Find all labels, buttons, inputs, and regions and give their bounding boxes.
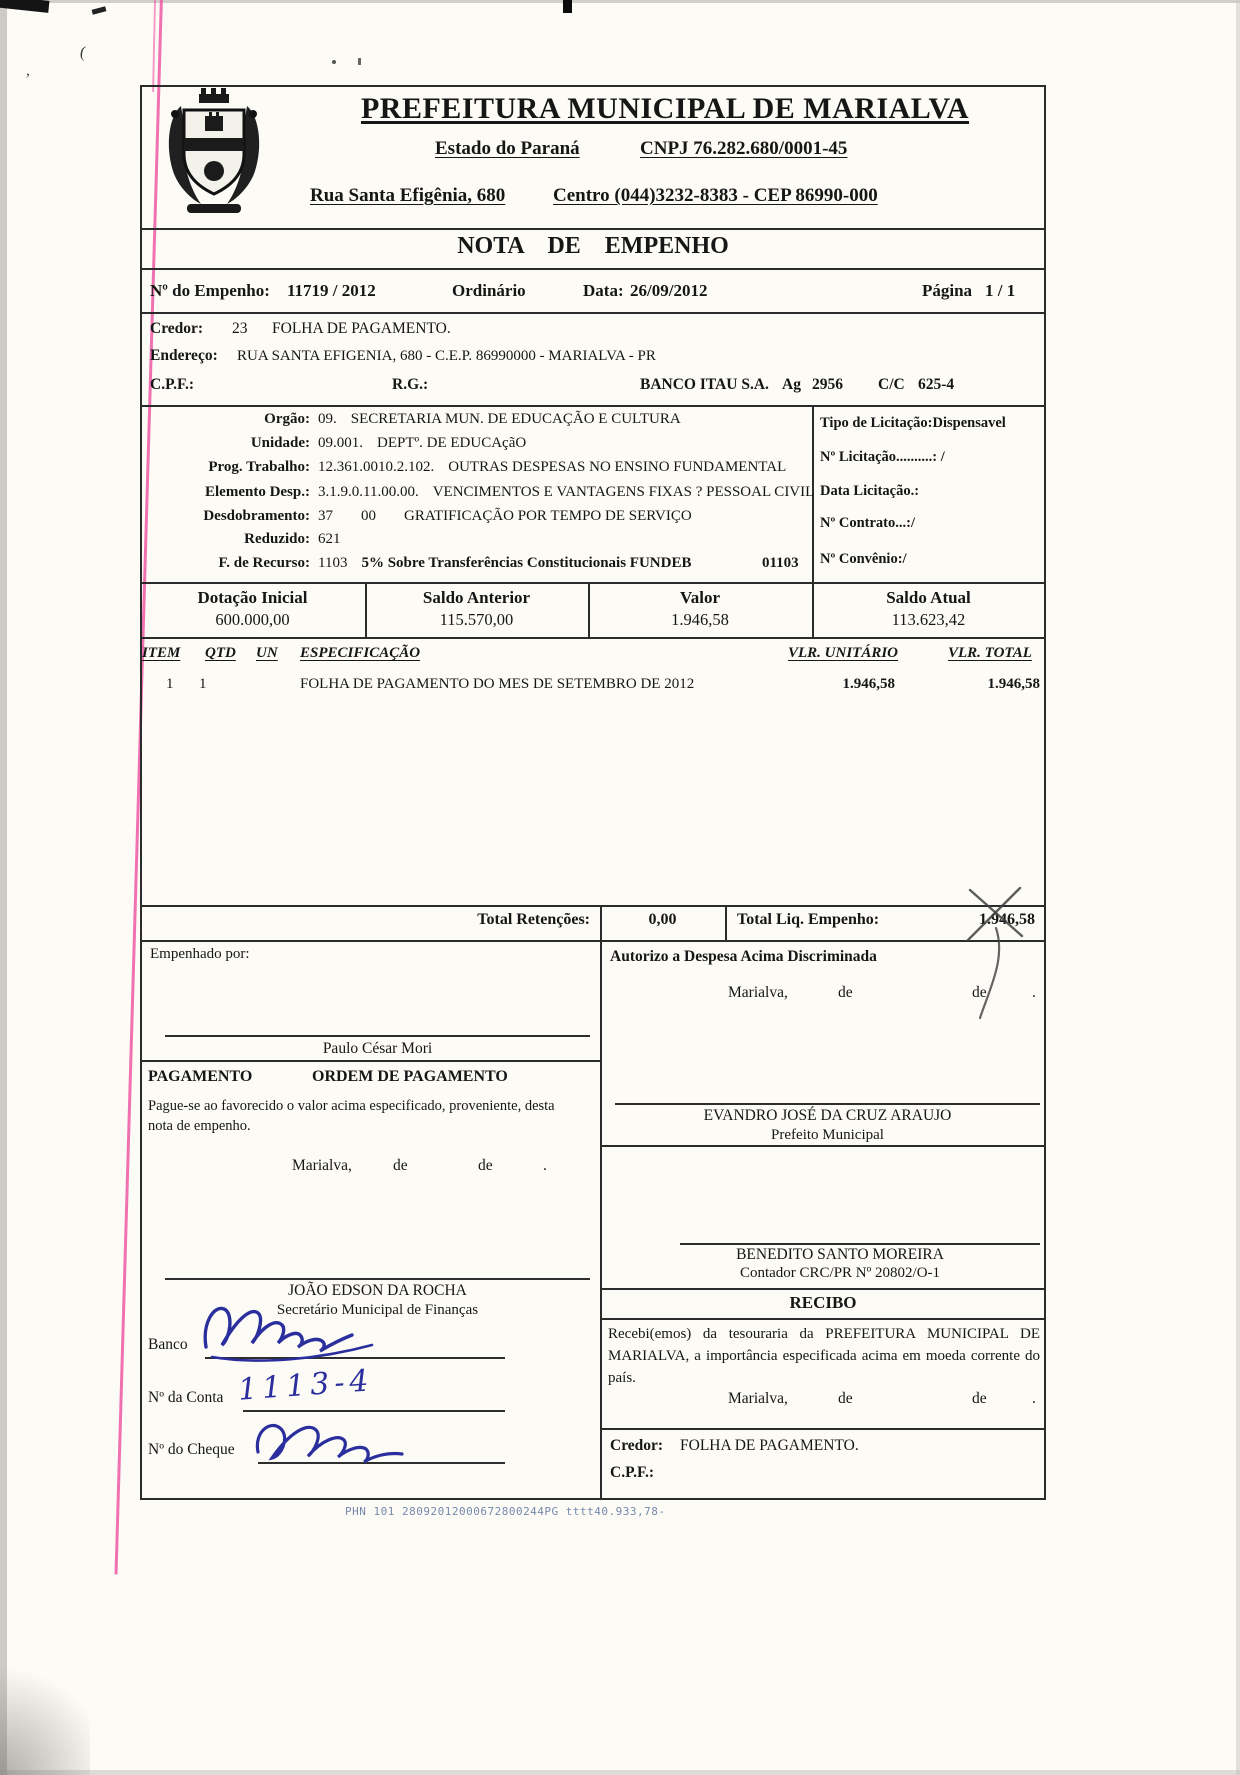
- recibo-cpf-label: C.P.F.:: [610, 1464, 655, 1481]
- totals-bottom-border: [140, 637, 1046, 639]
- reduzido-code: 621: [318, 531, 341, 547]
- page-label: Página: [922, 281, 973, 300]
- scan-ink-mark: [92, 6, 107, 14]
- title-bottom-border: [140, 268, 1046, 270]
- retencoes-divider-2: [725, 905, 727, 940]
- elemento-label: Elemento Desp.:: [205, 484, 310, 500]
- date-value: 26/09/2012: [630, 281, 708, 300]
- dateline-left-de2: de: [478, 1157, 493, 1174]
- orgao-code: 09.: [318, 411, 337, 427]
- items-header-un: UN: [256, 645, 278, 661]
- desdobramento-code2: 00: [361, 508, 376, 524]
- items-header-especificacao: ESPECIFICAÇÃO: [300, 645, 421, 661]
- dateline-autorizo-de2: de: [972, 984, 987, 1001]
- conta-handwriting: 1113-4: [236, 1363, 375, 1408]
- scan-edge-right: [1236, 0, 1240, 1775]
- cheque-handwriting: [250, 1412, 415, 1470]
- recurso-desc: 5% Sobre Transferências Constitucionais FUNDEB: [361, 555, 692, 571]
- pague-se-text: Pague-se ao favorecido o valor acima especificado, proveniente, desta nota de empenho.: [148, 1098, 555, 1135]
- budget-row-prog-trabalho: [145, 459, 805, 476]
- elemento-code: 3.1.9.0.11.00.00.: [318, 484, 419, 500]
- form-border-left: [140, 85, 142, 1500]
- prog-trabalho-label: Prog. Trabalho:: [208, 459, 310, 475]
- dateline-recibo-dot: .: [1032, 1390, 1036, 1407]
- cpf-label: C.P.F.:: [150, 376, 195, 393]
- pencil-x-mark: [950, 878, 1050, 1028]
- saldo-anterior-value: 115.570,00: [439, 610, 514, 629]
- banco-label: Banco: [148, 1336, 188, 1353]
- recibo-credor-label: Credor:: [610, 1437, 664, 1454]
- org-cnpj: CNPJ 76.282.680/0001-45: [640, 138, 848, 159]
- items-header-item: ITEM: [142, 645, 181, 661]
- prog-trabalho-code: 12.361.0010.2.102.: [318, 459, 435, 475]
- valor-value: 1.946,58: [671, 610, 729, 629]
- recibo-credor-value: FOLHA DE PAGAMENTO.: [680, 1437, 859, 1454]
- banco-handwriting: [200, 1295, 385, 1367]
- orgao-label: Orgão:: [264, 411, 310, 427]
- footer-dotmatrix-print: PHN 101 28092012000672800244PG tttt40.933,78-: [345, 1505, 666, 1518]
- evandro-signature-line: [615, 1103, 1040, 1105]
- scan-ink-smudge-topleft: [0, 0, 49, 13]
- credor-bottom-border: [140, 405, 1046, 407]
- scan-dot-mark: ,: [26, 62, 30, 79]
- licitacao-tipo: Tipo de Licitação:Dispensavel: [820, 415, 1006, 431]
- reduzido-label: Reduzido:: [244, 531, 310, 547]
- date-label: Data:: [583, 281, 624, 300]
- dateline-autorizo-de1: de: [838, 984, 853, 1001]
- cc-label: C/C: [878, 376, 905, 393]
- item-row-number: 1: [166, 676, 174, 692]
- org-street: Rua Santa Efigênia, 680: [310, 185, 506, 206]
- saldo-atual-value: 113.623,42: [891, 610, 966, 629]
- dateline-recibo-city: Marialva,: [728, 1390, 788, 1407]
- evandro-title: Prefeito Municipal: [771, 1127, 884, 1143]
- municipal-coat-of-arms: [163, 86, 265, 218]
- saldo-atual-label: Saldo Atual: [886, 588, 971, 607]
- recurso-code: 1103: [318, 555, 348, 571]
- recibo-title: RECIBO: [789, 1293, 857, 1312]
- scan-edge-bottom: [0, 1770, 1240, 1775]
- scan-edge-top: [0, 0, 1240, 3]
- licitacao-contrato: Nº Contrato...:/: [820, 515, 915, 531]
- autorizo-label: Autorizo a Despesa Acima Discriminada: [610, 948, 877, 965]
- recibo-text: Recebi(emos) da tesouraria da PREFEITURA MUNICIPAL DE MARIALVA, a importância especificada acima em moeda corrente do país.: [608, 1326, 1040, 1386]
- empenho-row-border: [140, 312, 1046, 314]
- endereco-value: RUA SANTA EFIGENIA, 680 - C.E.P. 86990000 - MARIALVA - PR: [237, 348, 656, 364]
- paulo-cesar-mori-name: Paulo César Mori: [322, 1040, 433, 1057]
- budget-row-recurso: [145, 555, 805, 572]
- item-row-vlr-unitario: 1.946,58: [842, 676, 895, 692]
- recurso-label: F. de Recurso:: [218, 555, 310, 571]
- benedito-title: Contador CRC/PR Nº 20802/O-1: [739, 1265, 941, 1281]
- desdobramento-desc: GRATIFICAÇÃO POR TEMPO DE SERVIÇO: [404, 508, 692, 524]
- budget-row-elemento: [145, 484, 815, 501]
- prog-trabalho-desc: OUTRAS DESPESAS NO ENSINO FUNDAMENTAL: [448, 459, 787, 475]
- dateline-left-dot: .: [543, 1157, 547, 1174]
- bottom-column-divider: [600, 940, 602, 1500]
- item-row-qtd: 1: [199, 676, 207, 692]
- liq-empenho-value: 1.946,58: [979, 911, 1035, 928]
- liq-empenho-label: Total Liq. Empenho:: [737, 911, 880, 928]
- evandro-name: EVANDRO JOSÉ DA CRUZ ARAUJO: [703, 1107, 952, 1124]
- scan-ink-tick-top: [563, 0, 572, 13]
- endereco-label: Endereço:: [150, 347, 218, 364]
- org-district-phone: Centro (044)3232-8383 - CEP 86990-000: [553, 185, 878, 206]
- form-border-top: [140, 85, 1046, 87]
- org-name: PREFEITURA MUNICIPAL DE MARIALVA: [360, 92, 970, 125]
- saldo-anterior-label: Saldo Anterior: [422, 588, 531, 607]
- valor-label: Valor: [680, 588, 720, 607]
- empenhado-signature-line: [165, 1035, 590, 1037]
- credor-label: Credor:: [150, 320, 204, 337]
- scan-speck-1: [332, 60, 336, 64]
- items-header-vlr-total: VLR. TOTAL: [948, 645, 1032, 661]
- empenhado-por-label: Empenhado por:: [150, 946, 250, 962]
- item-row-especificacao: FOLHA DE PAGAMENTO DO MES DE SETEMBRO DE 2012: [300, 676, 695, 692]
- retencoes-label: Total Retenções:: [477, 911, 590, 928]
- form-border-bottom: [140, 1498, 1046, 1500]
- item-row-vlr-total: 1.946,58: [987, 676, 1040, 692]
- banco-name: BANCO ITAU S.A.: [640, 376, 769, 393]
- orgao-desc: SECRETARIA MUN. DE EDUCAÇÃO E CULTURA: [350, 411, 681, 427]
- items-header-qtd: QTD: [205, 645, 236, 661]
- scan-corner-smudge: [0, 1650, 90, 1775]
- budget-row-desdobramento: [145, 508, 805, 525]
- unidade-desc: DEPTº. DE EDUCAçãO: [377, 435, 527, 451]
- org-state: Estado do Paraná: [435, 138, 580, 159]
- dateline-autorizo-dot: .: [1032, 984, 1036, 1001]
- conta-label: Nº da Conta: [148, 1389, 224, 1406]
- benedito-name: BENEDITO SANTO MOREIRA: [736, 1246, 944, 1263]
- cc-value: 625-4: [918, 376, 955, 393]
- budget-bottom-border: [140, 582, 1046, 584]
- pink-scan-line-short: [152, 0, 156, 92]
- desdobramento-label: Desdobramento:: [203, 508, 310, 524]
- budget-row-orgao: [145, 411, 805, 428]
- doc-title: NOTA DE EMPENHO: [457, 233, 729, 259]
- licitacao-numero: Nº Licitação..........: /: [820, 449, 945, 465]
- scan-speck-2: [358, 58, 361, 65]
- dotacao-inicial-label: Dotação Inicial: [197, 588, 308, 607]
- joao-edson-name: JOÃO EDSON DA ROCHA: [288, 1282, 467, 1299]
- scan-paren-mark: (: [78, 43, 87, 62]
- retencoes-top-border: [140, 905, 1046, 907]
- dateline-left-de1: de: [393, 1157, 408, 1174]
- agencia-label: Ag: [782, 376, 801, 393]
- dateline-recibo-de1: de: [838, 1390, 853, 1407]
- page-value: 1 / 1: [985, 281, 1016, 300]
- contador-bottom-border: [600, 1288, 1046, 1290]
- retencoes-bottom-border: [140, 940, 1046, 942]
- credor-name: FOLHA DE PAGAMENTO.: [272, 320, 451, 337]
- pagamento-label: PAGAMENTO: [148, 1068, 253, 1085]
- dateline-left-city: Marialva,: [292, 1157, 352, 1174]
- scan-edge-left: [0, 0, 7, 1775]
- licitacao-convenio: Nº Convênio:/: [820, 551, 907, 567]
- items-header-vlr-unitario: VLR. UNITÁRIO: [788, 645, 899, 661]
- empenho-type: Ordinário: [452, 281, 526, 300]
- joao-edson-title: Secretário Municipal de Finanças: [276, 1302, 479, 1318]
- retencoes-value: 0,00: [648, 911, 677, 928]
- unidade-code: 09.001.: [318, 435, 363, 451]
- joao-signature-line: [165, 1278, 590, 1280]
- recibo-title-border: [600, 1318, 1046, 1320]
- ordem-pagamento-label: ORDEM DE PAGAMENTO: [312, 1068, 508, 1085]
- header-bottom-border: [140, 228, 1046, 230]
- empenho-number-label: Nº do Empenho:: [150, 281, 270, 300]
- unidade-label: Unidade:: [250, 435, 310, 451]
- dateline-recibo-de2: de: [972, 1390, 987, 1407]
- agencia-value: 2956: [812, 376, 843, 393]
- elemento-desc: VENCIMENTOS E VANTAGENS FIXAS ? PESSOAL CIVIL: [432, 484, 815, 500]
- budget-row-unidade: [145, 435, 805, 452]
- dotacao-inicial-value: 600.000,00: [215, 610, 290, 629]
- autorizo-bottom-border: [600, 1145, 1046, 1147]
- benedito-signature-line: [680, 1243, 1040, 1245]
- recurso-extra-code: 01103: [762, 555, 799, 571]
- licitacao-data: Data Licitação.:: [820, 483, 920, 499]
- budget-row-reduzido: [145, 531, 805, 548]
- desdobramento-code: 37: [318, 508, 333, 524]
- rg-label: R.G.:: [392, 376, 429, 393]
- empenhado-bottom-border: [140, 1060, 602, 1062]
- credor-code: 23: [232, 320, 248, 337]
- empenho-number: 11719 / 2012: [287, 281, 376, 300]
- cheque-label: Nº do Cheque: [148, 1441, 235, 1458]
- recibo-credor-border: [600, 1428, 1046, 1430]
- dateline-autorizo-city: Marialva,: [728, 984, 788, 1001]
